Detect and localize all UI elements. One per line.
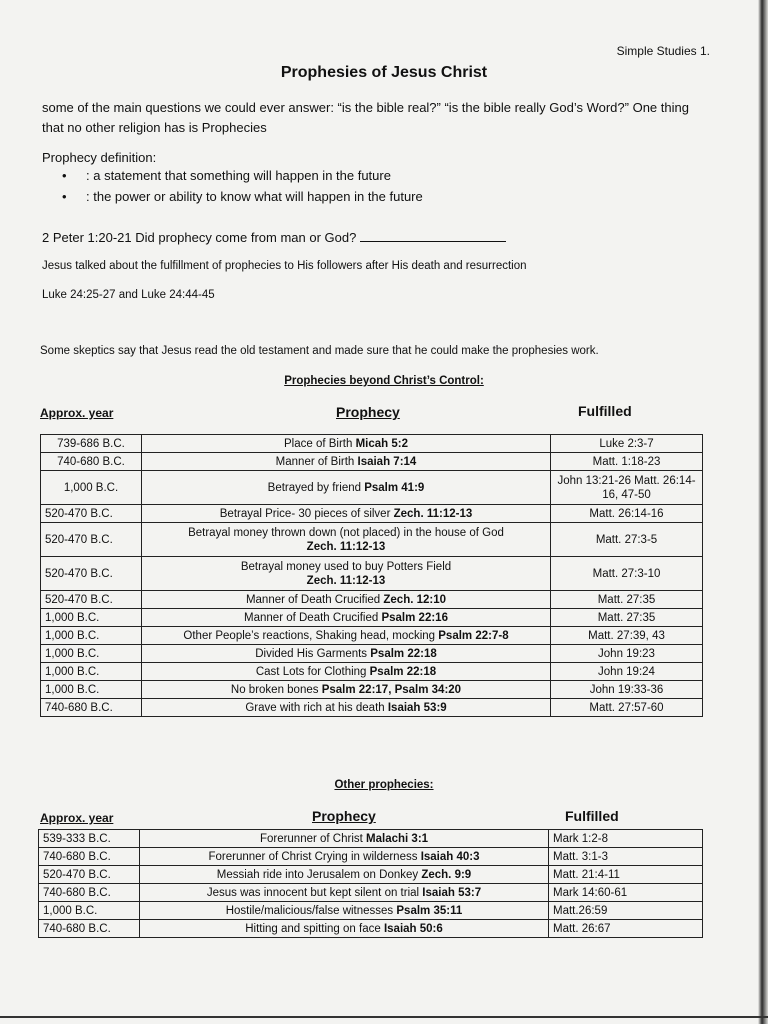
scripture-reference: Psalm 22:17, Psalm 34:20 bbox=[321, 683, 462, 696]
prophecy-text: Grave with rich at his death bbox=[245, 701, 388, 714]
table-row bbox=[39, 884, 703, 902]
skeptics-line: Some skeptics say that Jesus read the old testament and made sure that he could make the prophesies work. bbox=[40, 345, 599, 357]
year-cell: 740-680 B.C. bbox=[41, 699, 142, 717]
prophecy-cell bbox=[142, 435, 551, 453]
table-row bbox=[41, 471, 703, 505]
table-row bbox=[39, 848, 703, 866]
prophecy-text: Messiah ride into Jerusalem on Donkey bbox=[216, 868, 422, 881]
prophecy-table-2 bbox=[38, 829, 703, 938]
scripture-reference: Psalm 22:7-8 bbox=[438, 629, 509, 642]
table-row bbox=[41, 699, 703, 717]
scripture-reference: Zech. 11:12-13 bbox=[393, 507, 473, 520]
scripture-reference: Zech. 9:9 bbox=[421, 868, 472, 881]
scripture-reference: Psalm 22:18 bbox=[369, 665, 437, 678]
question-text: 2 Peter 1:20-21 Did prophecy come from man or God? bbox=[42, 230, 357, 245]
definition-heading: Prophecy definition: bbox=[42, 150, 157, 165]
fulfilled-cell: Matt. 27:3-5 bbox=[551, 523, 703, 557]
prophecy-cell bbox=[140, 920, 549, 938]
section1-col-year: Approx. year bbox=[40, 406, 114, 420]
prophecy-cell bbox=[142, 557, 551, 591]
fulfilled-cell: John 19:24 bbox=[551, 663, 703, 681]
bullet-icon: • bbox=[62, 168, 67, 183]
year-cell: 520-470 B.C. bbox=[39, 866, 140, 884]
year-cell: 1,000 B.C. bbox=[41, 645, 142, 663]
prophecy-text: Manner of Birth bbox=[275, 455, 358, 468]
prophecy-text: Place of Birth bbox=[283, 437, 356, 450]
scripture-reference: Zech. 11:12-13 bbox=[306, 574, 386, 587]
section1-col-prophecy: Prophecy bbox=[336, 404, 400, 420]
definition-text: : a statement that something will happen in the future bbox=[86, 168, 391, 183]
fulfilled-cell: John 19:23 bbox=[551, 645, 703, 663]
scripture-reference: Isaiah 40:3 bbox=[420, 850, 480, 863]
year-cell: 740-680 B.C. bbox=[41, 453, 142, 471]
section1-col-fulfilled: Fulfilled bbox=[578, 403, 632, 419]
scripture-reference: Psalm 22:16 bbox=[381, 611, 448, 624]
bullet-icon: • bbox=[62, 189, 67, 204]
page-title: Prophesies of Jesus Christ bbox=[280, 64, 488, 81]
prophecy-text: Forerunner of Christ bbox=[259, 832, 367, 845]
prophecy-text: Manner of Death Crucified bbox=[244, 611, 382, 624]
definition-item-2 bbox=[62, 189, 423, 204]
bottom-rule bbox=[0, 1016, 768, 1018]
prophecy-text: Betrayal money thrown down (not placed) in the house of God bbox=[188, 526, 504, 539]
fulfilled-cell: Matt. 27:35 bbox=[551, 591, 703, 609]
fulfilled-cell: Matt. 27:39, 43 bbox=[551, 627, 703, 645]
fulfilled-cell: Matt. 3:1-3 bbox=[549, 848, 703, 866]
scripture-reference: Isaiah 7:14 bbox=[357, 455, 417, 468]
fulfilled-cell: Matt. 21:4-11 bbox=[549, 866, 703, 884]
scan-edge bbox=[712, 0, 768, 1024]
prophecy-text: Hostile/malicious/false witnesses bbox=[225, 904, 397, 917]
prophecy-cell bbox=[142, 681, 551, 699]
fulfilled-cell: Mark 1:2-8 bbox=[549, 830, 703, 848]
year-cell: 740-680 B.C. bbox=[39, 920, 140, 938]
scripture-reference: Micah 5:2 bbox=[355, 437, 408, 450]
talk-line: Jesus talked about the fulfillment of prophecies to His followers after His death and resurrection bbox=[42, 260, 527, 272]
luke-reference: Luke 24:25-27 and Luke 24:44-45 bbox=[42, 289, 215, 301]
table-row bbox=[41, 645, 703, 663]
scripture-reference: Isaiah 53:9 bbox=[387, 701, 447, 714]
year-cell: 539-333 B.C. bbox=[39, 830, 140, 848]
prophecy-text: Jesus was innocent but kept silent on trial bbox=[206, 886, 423, 899]
year-cell: 520-470 B.C. bbox=[41, 591, 142, 609]
prophecy-text: Betrayal money used to buy Potters Field bbox=[240, 560, 452, 573]
year-cell: 740-680 B.C. bbox=[39, 884, 140, 902]
prophecy-cell bbox=[142, 663, 551, 681]
scripture-reference: Isaiah 53:7 bbox=[422, 886, 482, 899]
table-row bbox=[41, 505, 703, 523]
year-cell: 1,000 B.C. bbox=[39, 902, 140, 920]
fulfilled-cell: Luke 2:3-7 bbox=[551, 435, 703, 453]
scripture-reference: Zech. 11:12-13 bbox=[306, 540, 386, 553]
prophecy-text: Hitting and spitting on face bbox=[245, 922, 384, 935]
year-cell: 520-470 B.C. bbox=[41, 505, 142, 523]
table-row bbox=[41, 523, 703, 557]
prophecy-cell bbox=[142, 591, 551, 609]
prophecy-cell bbox=[142, 505, 551, 523]
table-row bbox=[39, 866, 703, 884]
table-row bbox=[39, 920, 703, 938]
table-row bbox=[39, 830, 703, 848]
fulfilled-cell: Mark 14:60-61 bbox=[549, 884, 703, 902]
fulfilled-cell: Matt.26:59 bbox=[549, 902, 703, 920]
scripture-reference: Psalm 41:9 bbox=[364, 481, 425, 494]
prophecy-table-1 bbox=[40, 434, 703, 717]
scripture-reference: Psalm 35:11 bbox=[396, 904, 463, 917]
section2-title: Other prophecies: bbox=[334, 779, 434, 791]
series-label: Simple Studies 1. bbox=[616, 44, 710, 58]
year-cell: 1,000 B.C. bbox=[41, 471, 142, 505]
fulfilled-cell: John 19:33-36 bbox=[551, 681, 703, 699]
prophecy-text: Forerunner of Christ Crying in wilderness bbox=[208, 850, 421, 863]
prophecy-cell bbox=[142, 523, 551, 557]
year-cell: 740-680 B.C. bbox=[39, 848, 140, 866]
table-row bbox=[39, 902, 703, 920]
scripture-reference: Psalm 22:18 bbox=[370, 647, 437, 660]
year-cell: 1,000 B.C. bbox=[41, 663, 142, 681]
year-cell: 739-686 B.C. bbox=[41, 435, 142, 453]
year-cell: 1,000 B.C. bbox=[41, 627, 142, 645]
scripture-reference: Zech. 12:10 bbox=[383, 593, 447, 606]
prophecy-cell bbox=[140, 830, 549, 848]
year-cell: 1,000 B.C. bbox=[41, 609, 142, 627]
prophecy-text: Betrayed by friend bbox=[267, 481, 365, 494]
definition-text: : the power or ability to know what will happen in the future bbox=[86, 189, 423, 204]
prophecy-cell bbox=[140, 866, 549, 884]
prophecy-text: Cast Lots for Clothing bbox=[255, 665, 370, 678]
fulfilled-cell: Matt. 27:3-10 bbox=[551, 557, 703, 591]
table-row bbox=[41, 591, 703, 609]
prophecy-cell bbox=[142, 627, 551, 645]
prophecy-cell bbox=[142, 471, 551, 505]
prophecy-cell bbox=[140, 902, 549, 920]
fulfilled-cell: Matt. 27:35 bbox=[551, 609, 703, 627]
section1-title: Prophecies beyond Christ’s Control: bbox=[284, 375, 484, 387]
prophecy-cell bbox=[140, 848, 549, 866]
table-row bbox=[41, 627, 703, 645]
question-line bbox=[42, 229, 506, 245]
year-cell: 520-470 B.C. bbox=[41, 523, 142, 557]
fulfilled-cell: Matt. 27:57-60 bbox=[551, 699, 703, 717]
intro-paragraph: some of the main questions we could ever answer: “is the bible real?” “is the bible really God’s Word?” One thing that no other religion has is Prophecies bbox=[42, 100, 689, 135]
prophecy-cell bbox=[142, 453, 551, 471]
section2-col-prophecy: Prophecy bbox=[312, 808, 376, 824]
prophecy-text: No broken bones bbox=[230, 683, 322, 696]
table-row bbox=[41, 435, 703, 453]
table-row bbox=[41, 663, 703, 681]
answer-blank bbox=[360, 229, 506, 242]
table-row bbox=[41, 609, 703, 627]
scripture-reference: Malachi 3:1 bbox=[366, 832, 429, 845]
fulfilled-cell: Matt. 26:67 bbox=[549, 920, 703, 938]
prophecy-cell bbox=[140, 884, 549, 902]
prophecy-text: Divided His Garments bbox=[255, 647, 371, 660]
prophecy-cell bbox=[142, 609, 551, 627]
prophecy-text: Other People’s reactions, Shaking head, mocking bbox=[183, 629, 439, 642]
year-cell: 520-470 B.C. bbox=[41, 557, 142, 591]
section2-col-fulfilled: Fulfilled bbox=[565, 808, 619, 824]
scripture-reference: Isaiah 50:6 bbox=[383, 922, 443, 935]
year-cell: 1,000 B.C. bbox=[41, 681, 142, 699]
fulfilled-cell: John 13:21-26 Matt. 26:14-16, 47-50 bbox=[551, 471, 703, 505]
definition-item-1 bbox=[62, 168, 391, 183]
prophecy-text: Betrayal Price- 30 pieces of silver bbox=[219, 507, 394, 520]
table-row bbox=[41, 557, 703, 591]
fulfilled-cell: Matt. 1:18-23 bbox=[551, 453, 703, 471]
section2-col-year: Approx. year bbox=[40, 811, 114, 825]
prophecy-text: Manner of Death Crucified bbox=[245, 593, 384, 606]
prophecy-cell bbox=[142, 645, 551, 663]
prophecy-cell bbox=[142, 699, 551, 717]
table-row bbox=[41, 681, 703, 699]
table-row bbox=[41, 453, 703, 471]
fulfilled-cell: Matt. 26:14-16 bbox=[551, 505, 703, 523]
